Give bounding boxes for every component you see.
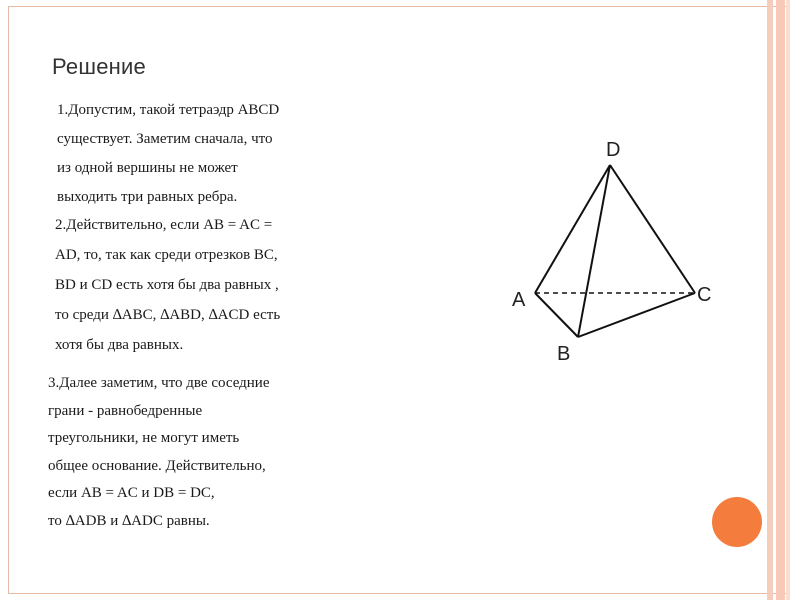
- text-line: 1.Допустим, такой тетраэдр ABCD: [57, 102, 280, 118]
- text-line: выходить три равных ребра.: [57, 189, 238, 205]
- text-line: AD, то, так как среди отрезков BC,: [55, 247, 278, 263]
- vertex-label-d: D: [606, 139, 621, 161]
- decor-stripe: [767, 0, 773, 600]
- vertex-label-c: C: [697, 284, 712, 306]
- decor-stripe: [776, 0, 785, 600]
- text-line: из одной вершины не может: [57, 160, 238, 176]
- text-line: BD и CD есть хотя бы два равных ,: [55, 277, 279, 293]
- slide-title: Решение: [52, 54, 146, 79]
- edge-dc: [610, 165, 695, 293]
- edge-bc: [578, 293, 695, 337]
- edge-ab: [535, 293, 578, 337]
- paragraph-1: [57, 96, 279, 212]
- text-line: существует. Заметим сначала, что: [57, 131, 273, 147]
- text-line: хотя бы два равных.: [55, 337, 184, 353]
- vertex-label-a: A: [512, 289, 526, 311]
- text-line: то ∆ADB и ∆ADC равны.: [48, 512, 210, 529]
- vertex-label-b: B: [557, 343, 571, 365]
- text-line: если AB = AC и DB = DC,: [48, 485, 215, 501]
- text-line: 2.Действительно, если AB = AC =: [55, 217, 273, 233]
- text-line: общее основание. Действительно,: [48, 457, 266, 474]
- tetrahedron-diagram: [500, 130, 730, 370]
- paragraph-2: [55, 210, 280, 360]
- text-line: то среди ∆ABC, ∆ABD, ∆ACD есть: [55, 307, 281, 323]
- paragraph-3: [48, 370, 270, 535]
- text-line: треугольники, не могут иметь: [48, 430, 240, 446]
- decor-circle: [712, 497, 762, 547]
- text-line: 3.Далее заметим, что две соседние: [48, 375, 270, 391]
- decor-stripe: [786, 0, 790, 600]
- text-line: грани - равнобедренные: [48, 402, 203, 419]
